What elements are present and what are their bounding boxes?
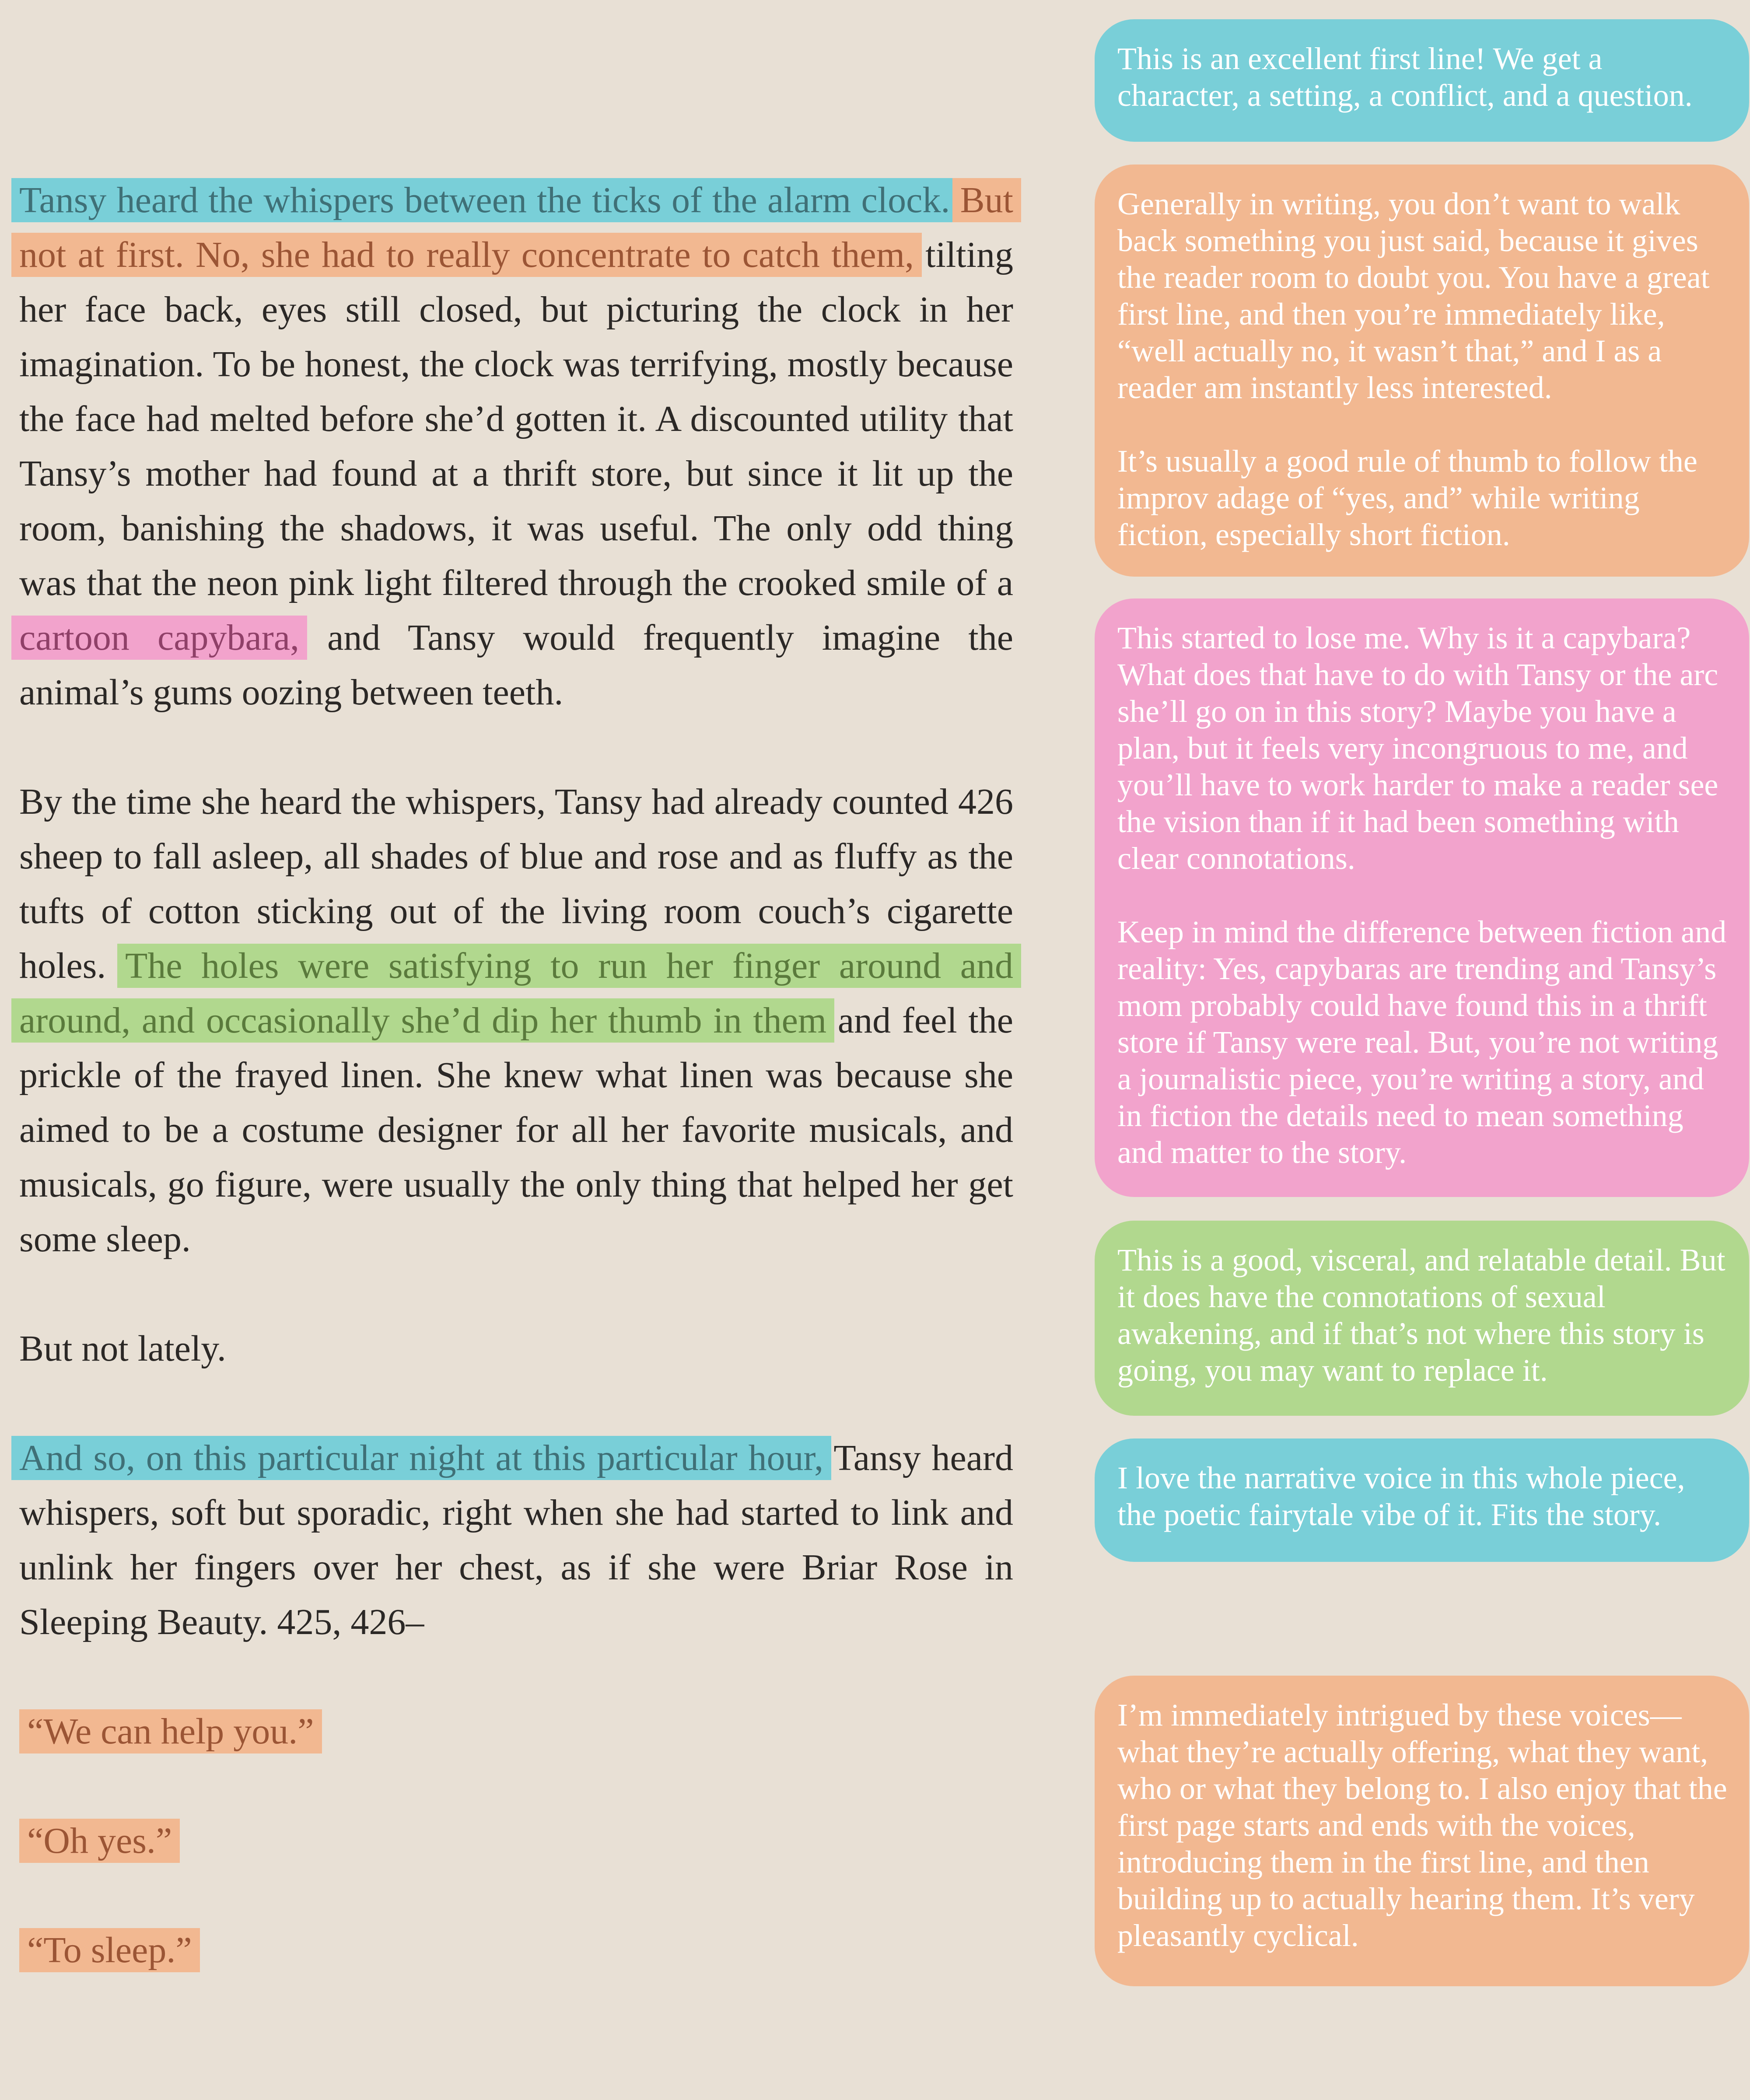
highlight-walk-back[interactable]: But not at first. No, she had to really concentrate to catch them, — [11, 178, 1021, 277]
comment-text: This started to lose me. Why is it a capybara? What does that have to do with Tansy or the arc she’ll go on in this story? Maybe you have a plan, but it feels very incongruous to me, and you’ll have to work harder to make a reader see the vision than if it had been something with clear connotations. — [1117, 620, 1718, 876]
paragraph-3: But not lately. — [19, 1328, 226, 1369]
highlight-dialogue-3[interactable]: “To sleep.” — [19, 1928, 200, 1972]
comment-text: This is a good, visceral, and relatable detail. But it does have the connotations of sexual awakening, and if that’s not where this story is going, you may want to replace it. — [1117, 1242, 1726, 1388]
dialogue-1 — [19, 1704, 1013, 1759]
paragraph-1 — [19, 173, 1013, 720]
paragraph-1-text-b: and Tansy would frequently imagine the animal’s gums oozing between teeth. — [19, 617, 1013, 713]
highlight-capybara[interactable]: cartoon capybara, — [11, 616, 307, 660]
paragraph-4 — [19, 1431, 1013, 1649]
highlight-dialogue-2[interactable]: “Oh yes.” — [19, 1819, 180, 1863]
highlight-narrative-voice[interactable]: And so, on this particular night at this particular hour, — [11, 1436, 831, 1480]
comment-text: Generally in writing, you don’t want to walk back something you just said, because it gives the reader room to doubt you. You have a great first line, and then you’re immediately like, “well actually no, it wasn’t that,” and I as a reader am instantly less interested. — [1117, 186, 1710, 405]
comment-text: I’m immediately intrigued by these voices—what they’re actually offering, what they want, who or what they belong to. I also enjoy that the first page starts and ends with the voices, introducing them in the first line, and then building up to actually hearing them. It’s very pleasantly cyclical. — [1117, 1698, 1727, 1953]
dialogue-3 — [19, 1923, 1013, 1978]
story-text — [19, 173, 1013, 2032]
paragraph-1-text-a: tilting her face back, eyes still closed, but picturing the clock in her imagination. To be honest, the clock was terrifying, mostly because the face had melted before she’d gotten it. A discounted utility that Tansy’s mother had found at a thrift store, but since it lit up the room, banishing the shadows, it was useful. The only odd thing was that the neon pink light filtered through the crooked smile of a — [19, 234, 1013, 603]
comment-walk-back[interactable] — [1095, 164, 1749, 577]
comment-first-line[interactable] — [1095, 19, 1749, 142]
highlight-first-line[interactable]: Tansy heard the whispers between the ticks of the alarm clock. — [11, 178, 958, 222]
dialogue-2 — [19, 1813, 1013, 1868]
paragraph-2-text-a: By the time she heard the whispers, Tansy had already counted 426 sheep to fall asleep, all shades of blue and rose and as fluffy as the tufts of cotton sticking out of the living room couch’s cigarette holes. — [19, 781, 1013, 986]
comment-text: It’s usually a good rule of thumb to follow the improv adage of “yes, and” while writing fiction, especially short fiction. — [1117, 444, 1698, 552]
comment-text: This is an excellent first line! We get a character, a setting, a conflict, and a question. — [1117, 41, 1693, 113]
comment-capybara[interactable] — [1095, 598, 1749, 1197]
highlight-dialogue-1[interactable]: “We can help you.” — [19, 1709, 322, 1754]
comment-text: I love the narrative voice in this whole piece, the poetic fairytale vibe of it. Fits the story. — [1117, 1460, 1685, 1532]
comment-holes[interactable] — [1095, 1221, 1749, 1416]
comment-narrative-voice[interactable] — [1095, 1438, 1749, 1562]
paragraph-2 — [19, 774, 1013, 1267]
paragraph-2-text-b: and feel the prickle of the frayed linen. She knew what linen was because she aimed to be a costume designer for all her favorite musicals, and musicals, go figure, were usually the only thing that helped her get some sleep. — [19, 1000, 1014, 1260]
highlight-holes[interactable]: The holes were satisfying to run her finger around and around, and occasionally she’d dip her thumb in them — [11, 944, 1021, 1043]
comment-voices[interactable] — [1095, 1676, 1749, 1986]
paragraph-4-text: Tansy heard whispers, soft but sporadic, right when she had started to link and unlink her fingers over her chest, as if she were Briar Rose in Sleeping Beauty. 425, 426– — [19, 1438, 1014, 1642]
comment-text: Keep in mind the difference between fiction and reality: Yes, capybaras are trending and Tansy’s mom probably could have found this in a thrift store if Tansy were real. But, you’re not writing a journalistic piece, you’re writing a story, and in fiction the details need to mean something and matter to the story. — [1117, 914, 1727, 1170]
